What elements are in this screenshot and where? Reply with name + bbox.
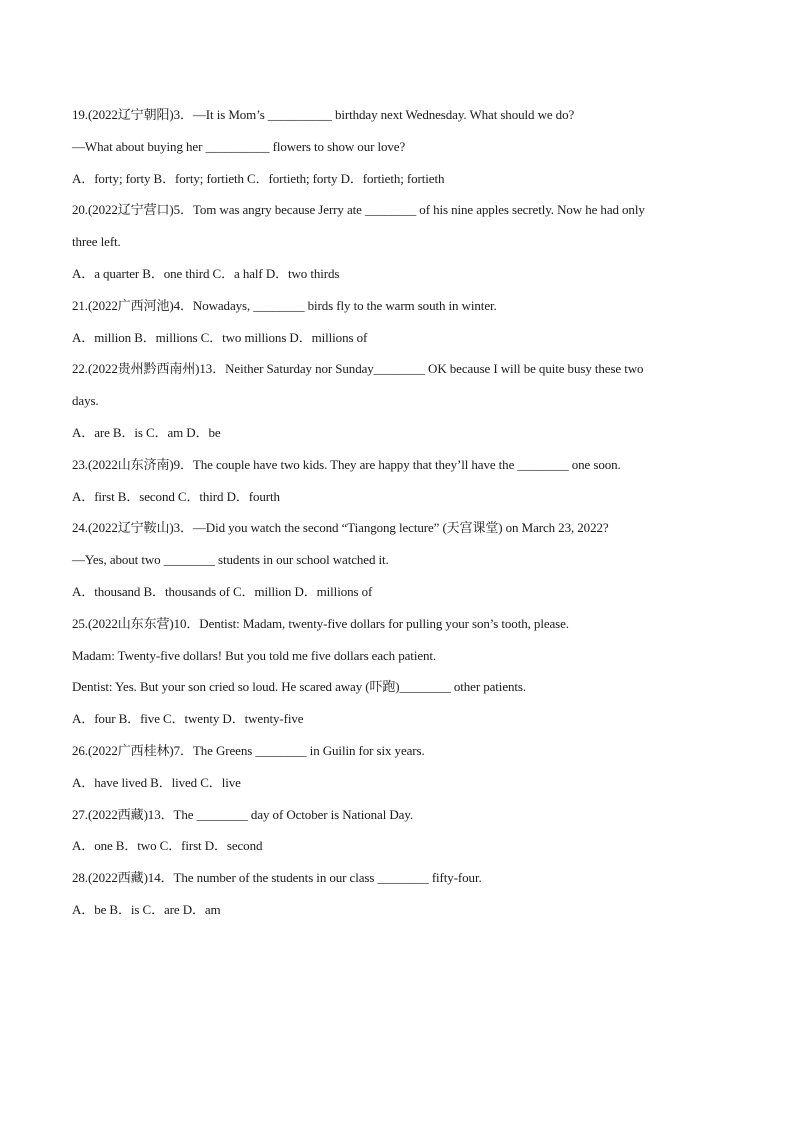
q25-options: A．four B．five C．twenty D．twenty-five: [72, 711, 304, 727]
q25-stem: 25.(2022山东东营)10．Dentist: Madam, twenty-five dollars for pulling your son’s tooth, please.: [72, 615, 569, 631]
q21-options: A．million B．millions C．two millions D．millions of: [72, 329, 368, 345]
q25-stem-cont: Madam: Twenty-five dollars! But you told me five dollars each patient.: [72, 647, 437, 663]
q23-stem: 23.(2022山东济南)9．The couple have two kids. They are happy that they’ll have the ________ one soon.: [72, 456, 621, 472]
q20-stem: 20.(2022辽宁营口)5．Tom was angry because Jerry ate ________ of his nine apples secretly. Now he had only: [72, 202, 645, 218]
question-list: [72, 99, 722, 926]
q22-options: A．are B．is C．am D．be: [72, 424, 221, 440]
q22-stem-cont: days.: [72, 393, 99, 409]
q28-options: A．be B．is C．are D．am: [72, 901, 221, 917]
q26-options: A．have lived B．lived C．live: [72, 774, 241, 790]
q19-options: A．forty; forty B．forty; fortieth C．fortieth; forty D．fortieth; fortieth: [72, 170, 445, 186]
q28-stem: 28.(2022西藏)14．The number of the students in our class ________ fifty-four.: [72, 870, 482, 886]
q21-stem: 21.(2022广西河池)4．Nowadays, ________ birds fly to the warm south in winter.: [72, 297, 497, 313]
q24-options: A．thousand B．thousands of C．million D．millions of: [72, 583, 373, 599]
q24-stem: 24.(2022辽宁鞍山)3．—Did you watch the second “Tiangong lecture” (天宫课堂) on March 23, 2022?: [72, 520, 609, 536]
q19-stem: 19.(2022辽宁朝阳)3．—It is Mom’s __________ birthday next Wednesday. What should we do?: [72, 107, 575, 122]
q27-stem: 27.(2022西藏)13．The ________ day of October is National Day.: [72, 806, 414, 822]
q20-stem-cont: three left.: [72, 234, 121, 250]
q19-stem-cont: —What about buying her __________ flowers to show our love?: [72, 138, 406, 154]
q22-stem: 22.(2022贵州黔西南州)13．Neither Saturday nor Sunday________ OK because I will be quite busy these two: [72, 361, 644, 377]
q27-options: A．one B．two C．first D．second: [72, 838, 263, 854]
q20-options: A．a quarter B．one third C．a half D．two thirds: [72, 265, 340, 281]
q23-options: A．first B．second C．third D．fourth: [72, 488, 280, 504]
q26-stem: 26.(2022广西桂林)7．The Greens ________ in Guilin for six years.: [72, 742, 425, 758]
q24-stem-cont: —Yes, about two ________ students in our school watched it.: [72, 552, 389, 568]
q25-stem-cont-2: Dentist: Yes. But your son cried so loud. He scared away (吓跑)________ other patients.: [72, 679, 527, 695]
